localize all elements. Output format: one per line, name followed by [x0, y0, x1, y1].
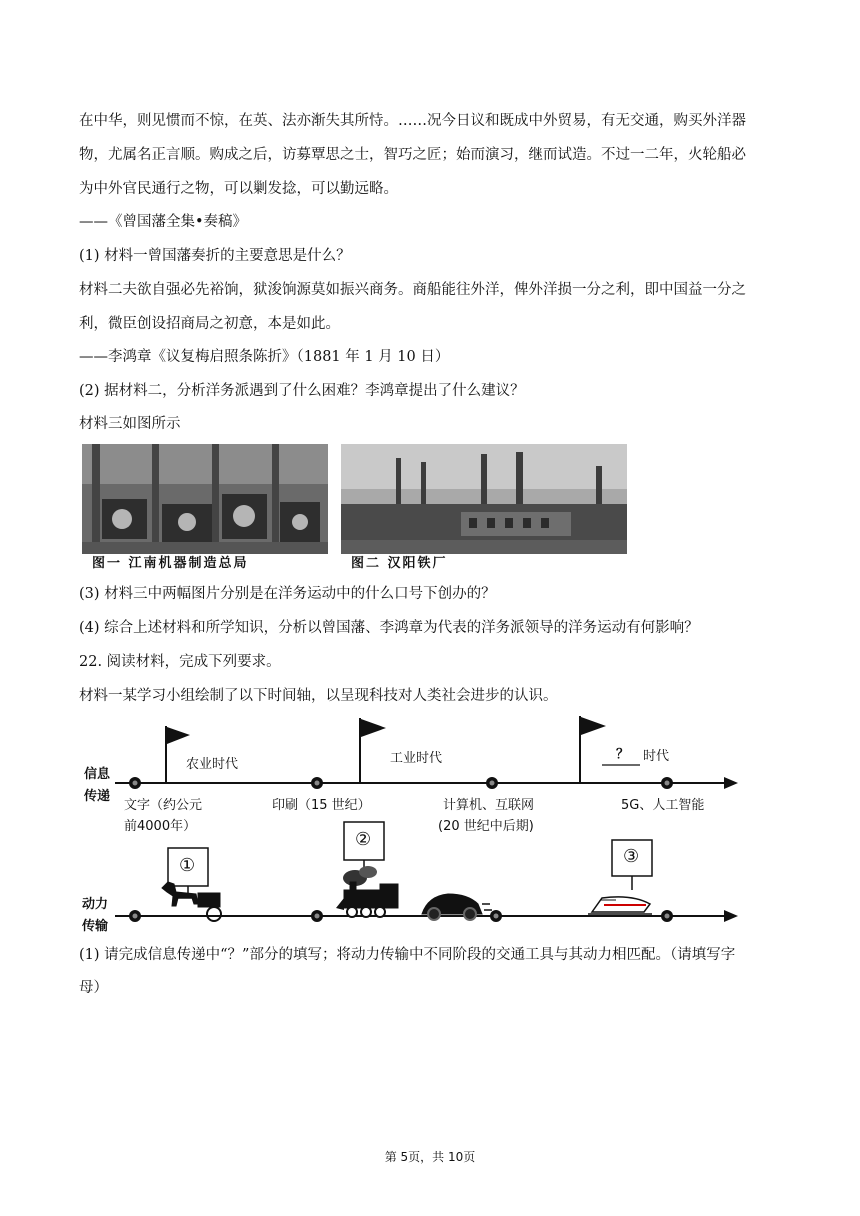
era-blank-mark: ？: [616, 747, 630, 762]
box-label-1: ①: [179, 855, 196, 876]
row-label-power-1: 动力: [82, 897, 109, 912]
era-agricultural: 农业时代: [186, 757, 239, 772]
milestone-computer-1: 计算机、互联网: [443, 798, 535, 813]
figure-2-caption: 图二 汉阳铁厂: [351, 556, 448, 571]
question-1: (1) 材料一曾国藩奏折的主要意思是什么？: [79, 248, 351, 264]
figure-1-caption: 图一 江南机器制造总局: [92, 556, 249, 571]
milestone-printing: 印刷（15 世纪）: [272, 798, 371, 813]
passage-line-2: 物，尤属名正言顺。购成之后，访募覃思之士，智巧之匠；始而演习，继而试造。不过一二年，火轮船必: [79, 147, 746, 163]
milestone-writing-2: 前4000年）: [124, 819, 197, 834]
passage-line-3: 为中外官民通行之物，可以剿发捻，可以勤远略。: [79, 181, 398, 197]
box-label-3: ③: [623, 846, 640, 867]
bullet-train-icon: [588, 897, 652, 914]
box-label-2: ②: [355, 829, 372, 850]
material-2-line-1: 材料二夫欲自强必先裕饷，狱浚饷源莫如振兴商务。商船能往外洋，俾外洋损一分之利，即中国益一分之: [79, 282, 746, 298]
question-3: (3) 材料三中两幅图片分别是在洋务运动中的什么口号下创办的？: [79, 586, 496, 602]
steam-locomotive-icon: [336, 866, 398, 917]
question-2: (2) 据材料二，分析洋务派遇到了什么困难？李鸿章提出了什么建议？: [79, 383, 525, 399]
passage-line-1: 在中华，则见惯而不惊，在英、法亦渐失其所恃。……况今日议和既成中外贸易，有无交通，购买外洋器: [79, 113, 746, 129]
row-label-info-1: 信息: [84, 767, 111, 782]
question-22-heading: 22. 阅读材料，完成下列要求。: [79, 654, 281, 670]
page-footer: 第 5页，共 10页: [384, 1150, 476, 1164]
subquestion-1-line-2: 母）: [79, 980, 108, 996]
milestone-computer-2: (20 世纪中后期): [438, 819, 534, 834]
source-citation-2: ——李鸿章《议复梅启照条陈折》（1881 年 1 月 10 日）: [79, 349, 450, 365]
milestone-5g: 5G、人工智能: [621, 798, 705, 813]
row-label-info-2: 传递: [84, 789, 111, 804]
era-industrial: 工业时代: [390, 751, 443, 766]
era-future: 时代: [643, 749, 670, 764]
material-3-intro: 材料三如图所示: [79, 416, 181, 432]
material-2-line-2: 利，微臣创设招商局之初意，本是如此。: [79, 316, 340, 332]
subquestion-1-line-1: (1) 请完成信息传递中“？”部分的填写；将动力传输中不同阶段的交通工具与其动力相匹配。（请填写字: [79, 947, 736, 963]
row-label-power-2: 传输: [82, 919, 109, 934]
material-1-intro: 材料一某学习小组绘制了以下时间轴，以呈现科技对人类社会进步的认识。: [79, 688, 558, 704]
milestone-writing-1: 文字（约公元: [124, 798, 203, 813]
source-citation-1: ——《曾国藩全集•奏稿》: [79, 214, 248, 230]
question-4: (4) 综合上述材料和所学知识，分析以曾国藩、李鸿章为代表的洋务派领导的洋务运动有何影响？: [79, 620, 699, 636]
